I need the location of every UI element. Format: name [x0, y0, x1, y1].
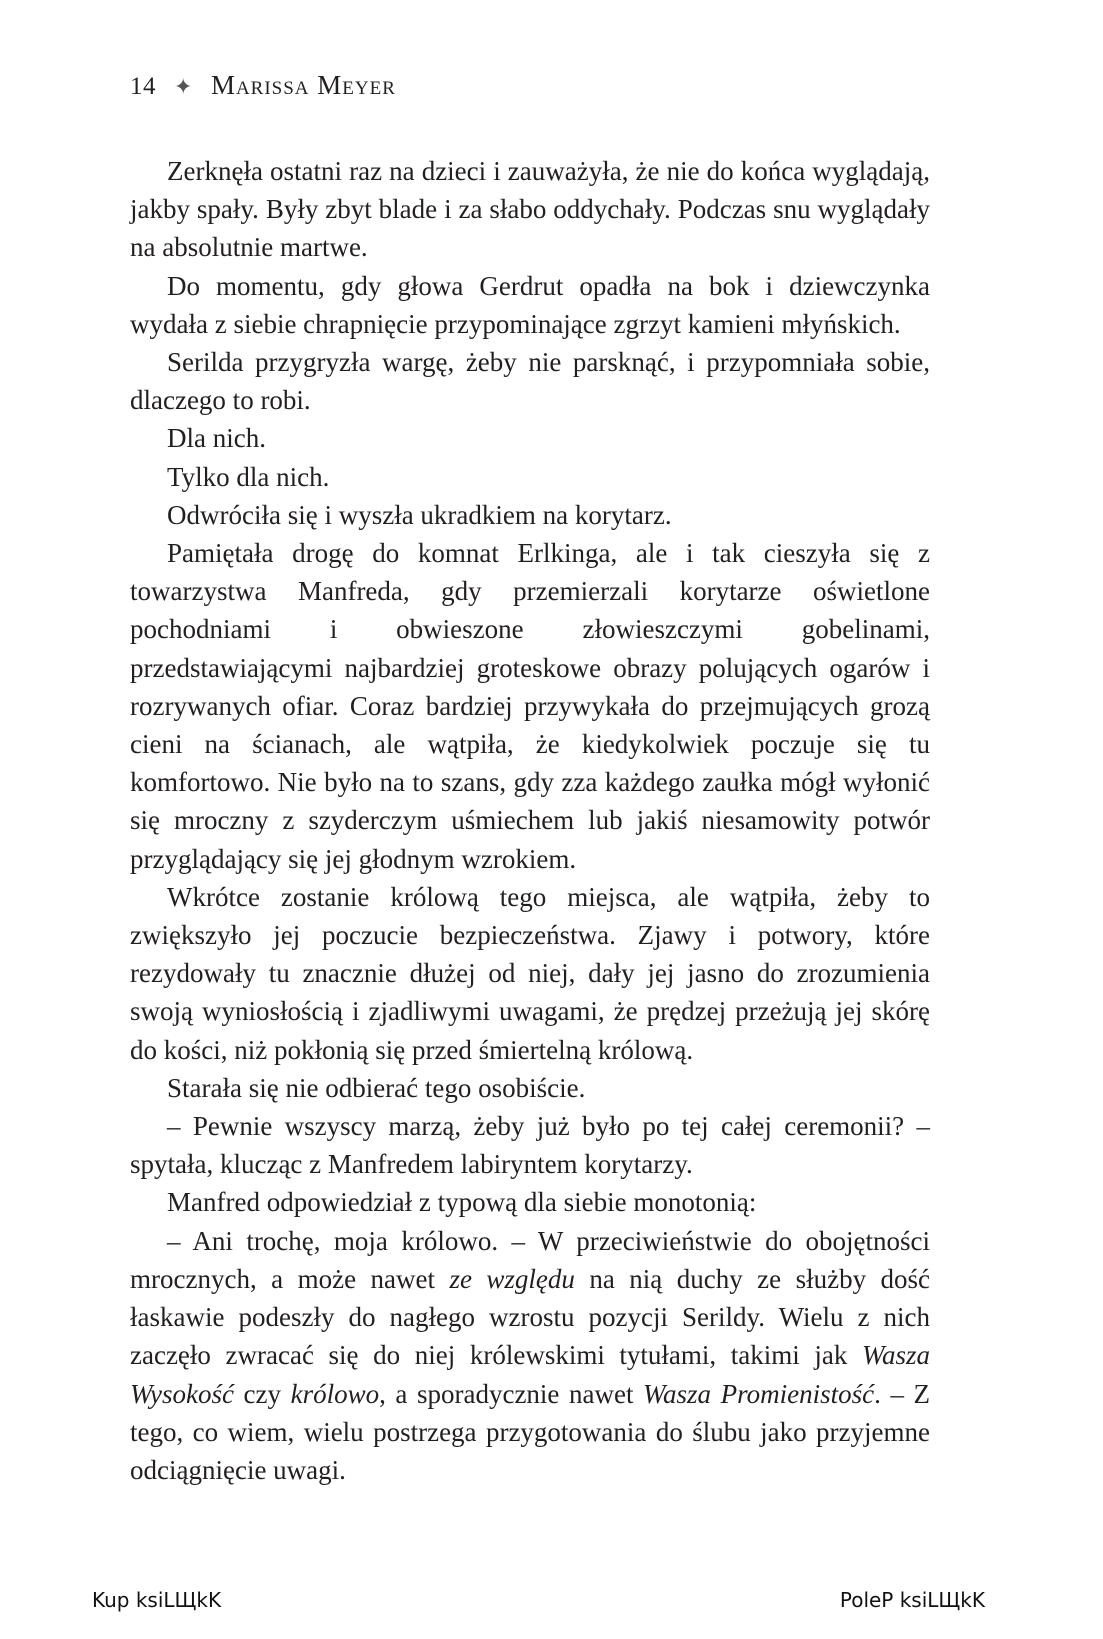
text-run: czy — [233, 1378, 291, 1409]
author-name: Marissa Meyer — [210, 70, 396, 100]
paragraph: Pamiętała drogę do komnat Erlkinga, ale i tak cieszyła się z towarzystwa Manfreda, gdy przemierzali korytarze oświetlone pochodniami i obwieszone złowieszczymi gobelinami, przedstawiającymi najbardziej groteskowe obrazy polujących ogarów i rozrywanych ofiar. Coraz bardziej przywykała do przejmujących grozą cieni na ścianach, ale wątpiła, że kiedykolwiek poczuje się tu komfortowo. Nie było na to szans, gdy zza każdego zaułka mógł wyłonić się mroczny z szyderczym uśmiechem lub jakiś niesamowity potwór przyglądający się jej głodnym wzrokiem. — [130, 538, 930, 874]
buy-book-link[interactable]: Kup ksiLЩkK — [92, 1588, 222, 1612]
paragraph: Tylko dla nich. — [167, 461, 330, 492]
paragraph: – Pewnie wszyscy marzą, żeby już było po tej całej ceremonii? – spytała, klucząc z Manfredem labiryntem korytarzy. — [130, 1111, 930, 1180]
paragraph-last — [130, 1222, 930, 1489]
paragraph: Do momentu, gdy głowa Gerdrut opadła na bok i dziewczynka wydała z siebie chrapnięcie przypominające zgrzyt kamieni młyńskich. — [130, 270, 930, 339]
paragraph: Wkrótce zostanie królową tego miejsca, ale wątpiła, żeby to zwiększyło jej poczucie bezpieczeństwa. Zjawy i potwory, które rezydowały tu znacznie dłużej od niej, dały jej jasno do zrozumienia swoją wyniosłością i zjadliwymi uwagami, że prędzej przeżują jej skórę do kości, niż pokłonią się przed śmiertelną królową. — [130, 881, 930, 1065]
italic-run: ze względu — [449, 1263, 575, 1294]
paragraph: Serilda przygryzła wargę, żeby nie parsknąć, i przypomniała sobie, dlaczego to robi. — [130, 347, 930, 416]
italic-run: królowo — [290, 1378, 380, 1409]
paragraph: Dla nich. — [167, 423, 266, 454]
paragraph: Starała się nie odbierać tego osobiście. — [167, 1072, 586, 1103]
text-run: , a sporadycznie nawet — [379, 1378, 644, 1409]
text-run: – Ani trochę, moja królowo. – W przeciwieństwie do obojętności mrocznych, a może nawet — [130, 1225, 930, 1294]
italic-run: Wasza Promienistość — [643, 1378, 875, 1409]
running-header — [130, 70, 396, 101]
body-text — [130, 152, 930, 1489]
paragraph: Manfred odpowiedział z typową dla siebie monotonią: — [167, 1187, 757, 1218]
italic-run: Wasza Wysokość — [130, 1340, 930, 1409]
text-run: na nią duchy ze służby dość łaskawie podeszły do nagłego wzrostu pozycji Serildy. Wielu z nich zaczęło zwracać się do niej królewskimi tytułami, takimi jak — [130, 1263, 931, 1371]
paragraph: Zerknęła ostatni raz na dzieci i zauważyła, że nie do końca wyglądają, jakby spały. Były zbyt blade i za słabo oddychały. Podczas snu wyglądały na absolutnie martwe. — [130, 156, 930, 263]
page-number: 14 — [130, 73, 156, 100]
star-ornament-icon: ✦ — [174, 74, 193, 99]
paragraph: Odwróciła się i wyszła ukradkiem na korytarz. — [167, 499, 672, 530]
recommend-book-link[interactable]: PoleP ksiLЩkK — [839, 1588, 985, 1612]
text-run: . – Z tego, co wiem, wielu postrzega przygotowania do ślubu jako przyjemne odciągnięcie uwagi. — [130, 1378, 931, 1485]
